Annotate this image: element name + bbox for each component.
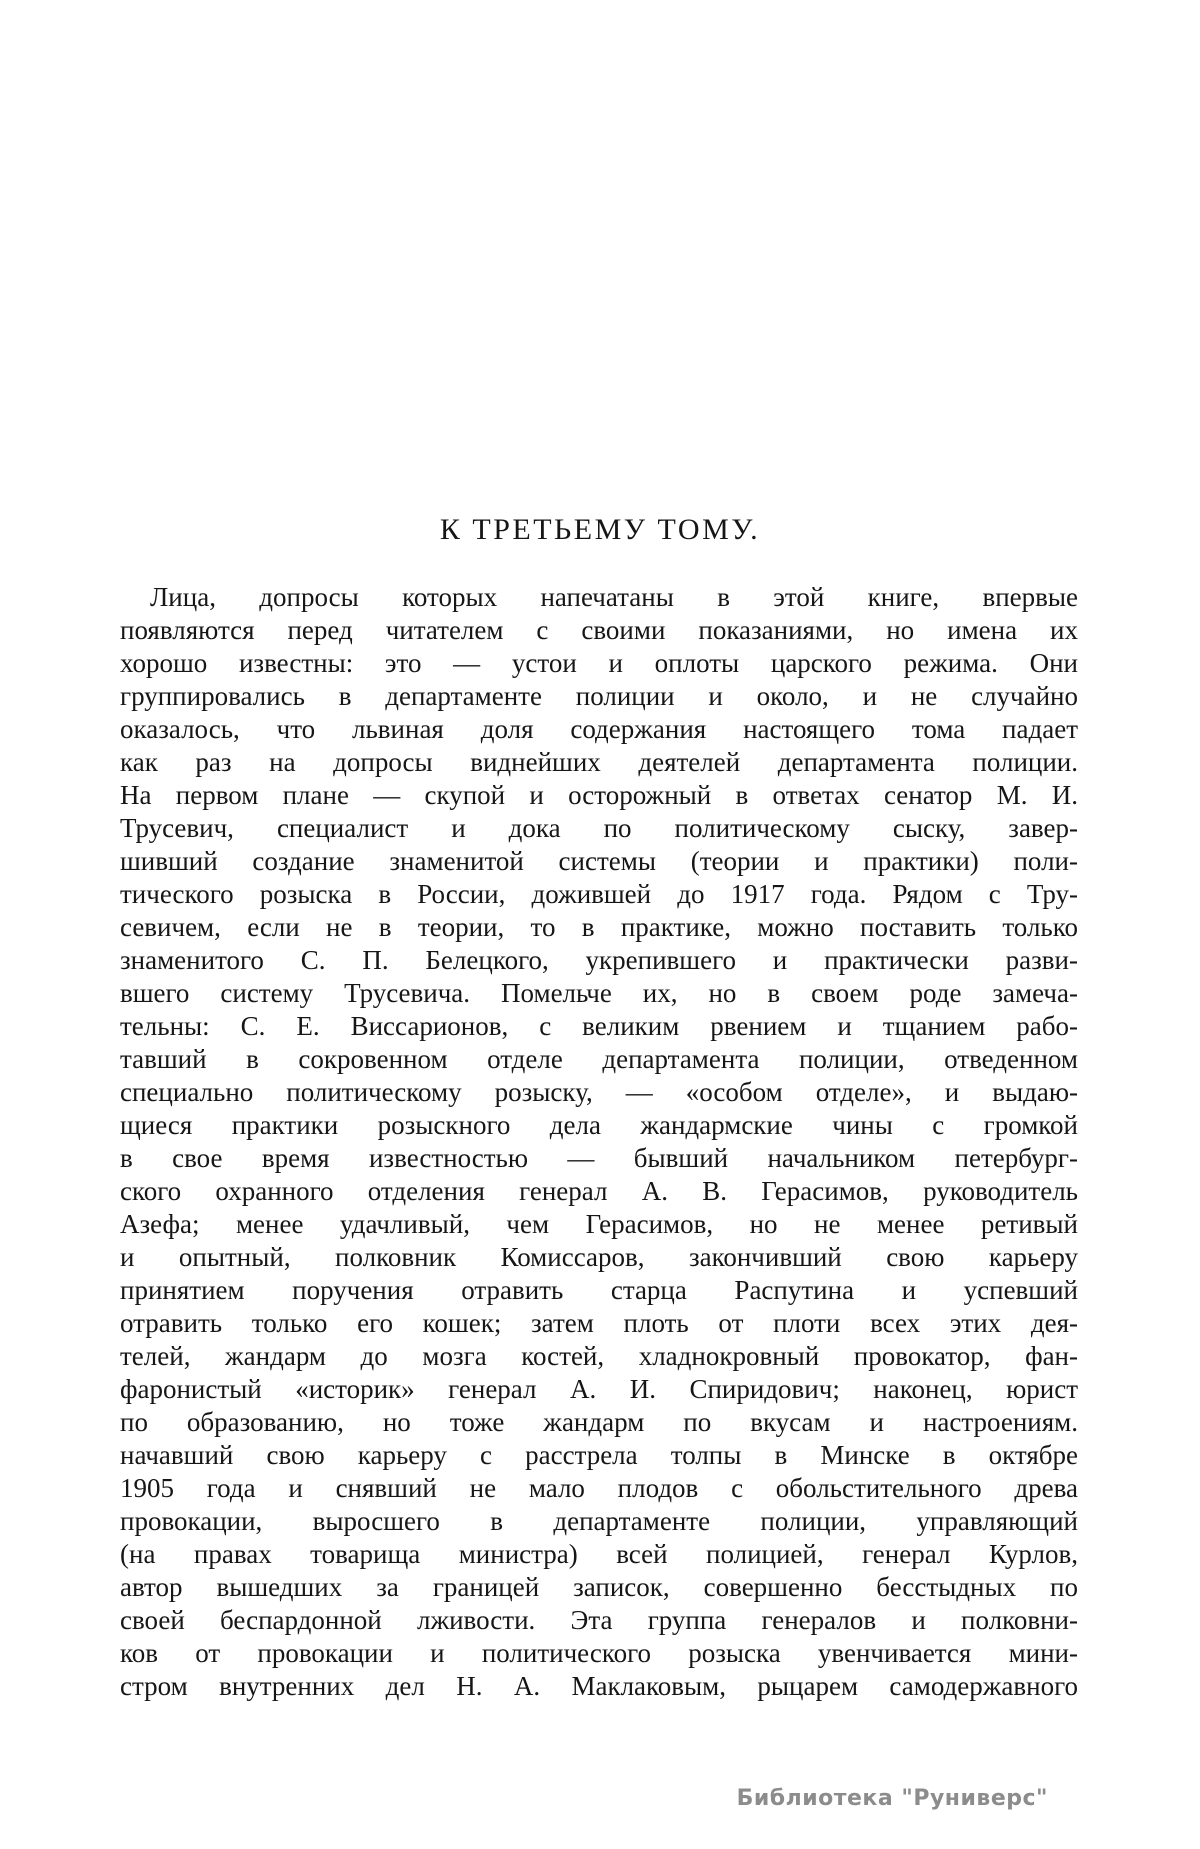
text-line: шивший создание знаменитой системы (теории и практики) поли-	[120, 846, 1078, 876]
text-line: по образованию, но тоже жандарм по вкусам и настроениям.	[120, 1407, 1078, 1437]
text-line: отравить только его кошек; затем плоть от плоти всех этих дея-	[120, 1308, 1078, 1338]
text-line: специально политическому розыску, — «особом отделе», и выдаю-	[120, 1077, 1078, 1107]
runivers-library-watermark: Библиотека "Руниверс"	[736, 1786, 1048, 1811]
text-line: севичем, если не в теории, то в практике, можно поставить только	[120, 912, 1078, 942]
text-line: 1905 года и снявший не мало плодов с обольстительного древа	[120, 1473, 1078, 1503]
text-line: На первом плане — скупой и осторожный в ответах сенатор М. И.	[120, 780, 1078, 810]
text-line: ков от провокации и политического розыска увенчивается мини-	[120, 1638, 1078, 1668]
text-line: тического розыска в России, дожившей до 1917 года. Рядом с Тру-	[120, 879, 1078, 909]
text-line: Азефа; менее удачливый, чем Герасимов, но не менее ретивый	[120, 1209, 1078, 1239]
text-line: тавший в сокровенном отделе департамента полиции, отведенном	[120, 1044, 1078, 1074]
text-line: принятием поручения отравить старца Распутина и успевший	[120, 1275, 1078, 1305]
text-line: тельны: С. Е. Виссарионов, с великим рвением и тщанием рабо-	[120, 1011, 1078, 1041]
text-line: (на правах товарища министра) всей полицией, генерал Курлов,	[120, 1539, 1078, 1569]
text-line: знаменитого С. П. Белецкого, укрепившего и практически разви-	[120, 945, 1078, 975]
text-line: Лица, допросы которых напечатаны в этой книге, впервые	[150, 582, 1078, 612]
text-line: телей, жандарм до мозга костей, хладнокровный провокатор, фан-	[120, 1341, 1078, 1371]
text-line: автор вышедших за границей записок, совершенно бесстыдных по	[120, 1572, 1078, 1602]
text-line: ского охранного отделения генерал А. В. Герасимов, руководитель	[120, 1176, 1078, 1206]
body-text	[120, 581, 1078, 1703]
text-line: группировались в департаменте полиции и около, и не случайно	[120, 681, 1078, 711]
text-line: в свое время известностью — бывший начальником петербург-	[120, 1143, 1078, 1173]
text-line: вшего систему Трусевича. Помельче их, но в своем роде замеча-	[120, 978, 1078, 1008]
text-line: появляются перед читателем с своими показаниями, но имена их	[120, 615, 1078, 645]
text-line: щиеся практики розыскного дела жандармские чины с громкой	[120, 1110, 1078, 1140]
text-line: и опытный, полковник Комиссаров, закончивший свою карьеру	[120, 1242, 1078, 1272]
page-title: К ТРЕТЬЕМУ ТОМУ.	[439, 513, 761, 546]
text-line: хорошо известны: это — устои и оплоты царского режима. Они	[120, 648, 1078, 678]
text-line: фаронистый «историк» генерал А. И. Спиридович; наконец, юрист	[120, 1374, 1078, 1404]
text-line: провокации, выросшего в департаменте полиции, управляющий	[120, 1506, 1078, 1536]
text-line: своей беспардонной лживости. Эта группа генералов и полковни-	[120, 1605, 1078, 1635]
text-line: как раз на допросы виднейших деятелей департамента полиции.	[120, 747, 1078, 777]
text-line: Трусевич, специалист и дока по политическому сыску, завер-	[120, 813, 1078, 843]
text-line: стром внутренних дел Н. А. Маклаковым, рыцарем самодержавного	[120, 1671, 1078, 1701]
text-line: начавший свою карьеру с расстрела толпы в Минске в октябре	[120, 1440, 1078, 1470]
text-line: оказалось, что львиная доля содержания настоящего тома падает	[120, 714, 1078, 744]
